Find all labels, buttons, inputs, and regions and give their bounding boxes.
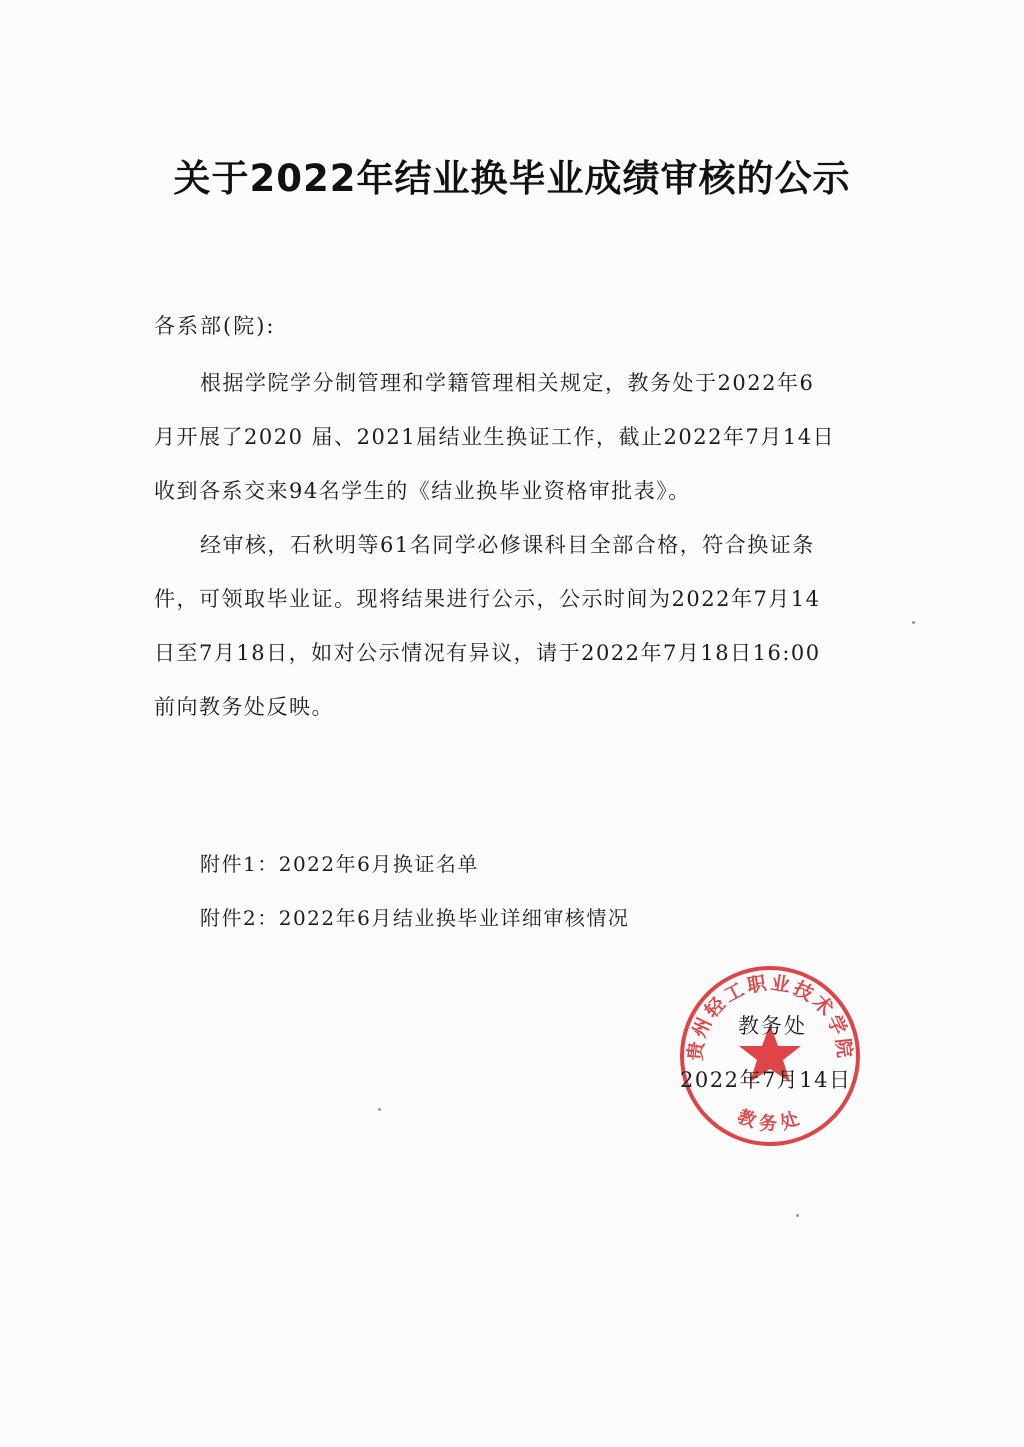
official-seal-icon <box>676 962 864 1150</box>
attachment-2: 附件2：2022年6月结业换毕业详细审核情况 <box>200 906 630 930</box>
paragraph-1 <box>154 356 874 518</box>
paragraph-1-line: 月开展了2020 届、2021届结业生换证工作，截止2022年7月14日 <box>154 425 836 449</box>
scan-speck <box>912 621 915 624</box>
paragraph-1-line: 根据学院学分制管理和学籍管理相关规定，教务处于2022年6 <box>200 371 815 395</box>
seal-bottom-text: 教务处 <box>734 1106 808 1135</box>
salutation: 各系部(院): <box>154 314 276 338</box>
scan-speck <box>378 1108 381 1111</box>
paragraph-2-line: 日至7月18日，如对公示情况有异议，请于2022年7月18日16:00 <box>154 641 821 665</box>
seal-arc-text: 贵州轻工职业技术学院 <box>684 971 856 1062</box>
paragraph-2 <box>154 518 874 734</box>
signature-date: 2022年7月14日 <box>680 1068 852 1092</box>
paragraph-2-line: 前向教务处反映。 <box>154 695 334 719</box>
paragraph-2-line: 经审核，石秋明等61名同学必修课科目全部合格，符合换证条 <box>200 533 815 557</box>
paragraph-1-line: 收到各系交来94名学生的《结业换毕业资格审批表》。 <box>154 479 691 503</box>
paragraph-2-line: 件，可领取毕业证。现将结果进行公示，公示时间为2022年7月14 <box>154 587 821 611</box>
scan-speck <box>796 1214 799 1217</box>
document-title: 关于2022年结业换毕业成绩审核的公示 <box>173 157 851 200</box>
attachment-1: 附件1：2022年6月换证名单 <box>200 852 479 876</box>
signature-department: 教务处 <box>738 1014 807 1038</box>
